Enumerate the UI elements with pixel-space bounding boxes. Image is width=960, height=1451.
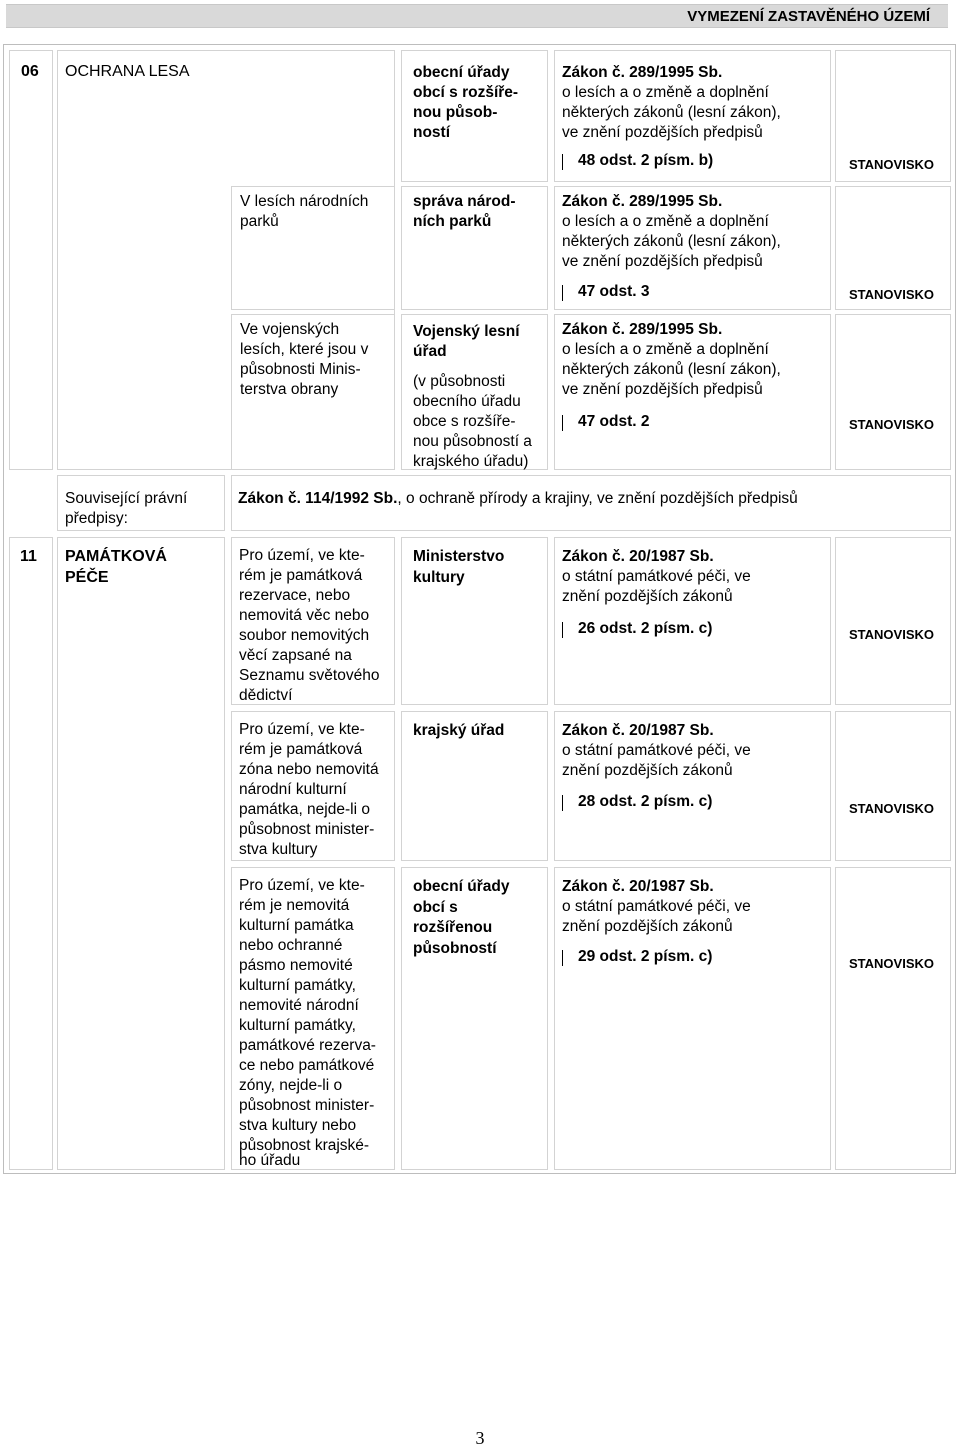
law-title: Zákon č. 289/1995 Sb.	[562, 321, 723, 338]
law-desc: znění pozdějších zákonů	[562, 588, 733, 605]
area-line: ce nebo památkové	[239, 1057, 375, 1074]
opinion-type: STANOVISKO	[849, 627, 934, 642]
law-desc: o státní památkové péči, ve	[562, 898, 751, 915]
law-desc: znění pozdějších zákonů	[562, 918, 733, 935]
area-line: rém je památková	[239, 567, 363, 584]
area-line: kulturní památky,	[239, 977, 356, 994]
authority-note: (v působnosti	[413, 373, 506, 390]
opinion-cell	[835, 711, 951, 861]
paragraph-ref: 47 odst. 2	[562, 413, 650, 431]
law-desc: ve znění pozdějších předpisů	[562, 124, 763, 141]
area-line: V lesích národních	[240, 193, 369, 210]
law-title: Zákon č. 20/1987 Sb.	[562, 548, 714, 565]
authority-line: krajský úřad	[413, 722, 505, 739]
section-name: PAMÁTKOVÁ	[65, 548, 167, 565]
area-line: památkové rezerva-	[239, 1037, 376, 1054]
related-law-title: Zákon č. 114/1992 Sb.	[238, 490, 398, 507]
authority-note: obce s rozšíře-	[413, 413, 516, 430]
area-line: Seznamu světového	[239, 667, 380, 684]
law-desc: ve znění pozdějších předpisů	[562, 381, 763, 398]
law-desc: o lesích a o změně a doplnění	[562, 84, 769, 101]
law-title: Zákon č. 20/1987 Sb.	[562, 722, 714, 739]
authority-line: ních parků	[413, 213, 492, 230]
paragraph-ref: 29 odst. 2 písm. c)	[562, 948, 712, 966]
section-number: 11	[20, 548, 37, 565]
opinion-cell	[835, 537, 951, 705]
area-line: parků	[240, 213, 279, 230]
related-label: Související právní	[65, 490, 188, 507]
authority-line: obcí s	[413, 899, 458, 916]
related-label: předpisy:	[65, 510, 128, 527]
page-number: 3	[475, 1428, 485, 1448]
area-line: Ve vojenských	[240, 321, 340, 338]
area-line: nebo ochranné	[239, 937, 343, 954]
opinion-type: STANOVISKO	[849, 801, 934, 816]
section-name-cell	[57, 537, 225, 1170]
area-line: památka, nejde-li o	[239, 801, 370, 818]
law-desc: o lesích a o změně a doplnění	[562, 213, 769, 230]
law-desc: znění pozdějších zákonů	[562, 762, 733, 779]
area-line: terstva obrany	[240, 381, 339, 398]
opinion-type: STANOVISKO	[849, 287, 934, 302]
area-line: působnost krajské-	[239, 1137, 370, 1154]
area-line: nemovité národní	[239, 997, 359, 1014]
area-line: rém je nemovitá	[239, 897, 350, 914]
section-number-cell	[9, 537, 53, 1170]
authority-line: obecní úřady	[413, 64, 510, 81]
area-line: soubor nemovitých	[239, 627, 370, 644]
opinion-type: STANOVISKO	[849, 417, 934, 432]
area-line: lesích, které jsou v	[240, 341, 369, 358]
authority-note: obecního úřadu	[413, 393, 521, 410]
area-line: stva kultury	[239, 841, 318, 858]
authority-line: Ministerstvo	[413, 548, 505, 565]
law-desc: ve znění pozdějších předpisů	[562, 253, 763, 270]
law-title: Zákon č. 289/1995 Sb.	[562, 64, 723, 81]
law-desc: některých zákonů (lesní zákon),	[562, 104, 781, 121]
opinion-cell	[835, 867, 951, 1170]
authority-line: obecní úřady	[413, 878, 510, 895]
area-line: dědictví	[239, 687, 293, 704]
area-line: rém je památková	[239, 741, 363, 758]
section-name: PÉČE	[65, 569, 109, 586]
authority-line: kultury	[413, 569, 465, 586]
law-desc: některých zákonů (lesní zákon),	[562, 233, 781, 250]
authority-line: ností	[413, 124, 451, 141]
area-line: Pro území, ve kte-	[239, 547, 365, 564]
law-desc: o lesích a o změně a doplnění	[562, 341, 769, 358]
section-name: OCHRANA LESA	[65, 63, 190, 80]
paragraph-ref: 48 odst. 2 písm. b)	[562, 152, 713, 170]
area-line: pásmo nemovité	[239, 957, 353, 974]
area-line: stva kultury nebo	[239, 1117, 357, 1134]
area-line: Pro území, ve kte-	[239, 877, 365, 894]
area-line: ho úřadu	[239, 1152, 301, 1169]
opinion-type: STANOVISKO	[849, 956, 934, 971]
page-title: VYMEZENÍ ZASTAVĚNÉHO ÚZEMÍ	[687, 8, 930, 25]
area-line: působnost minister-	[239, 821, 375, 838]
authority-line: rozšířenou	[413, 919, 493, 936]
area-line: rezervace, nebo	[239, 587, 351, 604]
law-desc: některých zákonů (lesní zákon),	[562, 361, 781, 378]
section-number: 06	[21, 63, 39, 80]
opinion-cell	[835, 314, 951, 470]
area-line: působnosti Minis-	[240, 361, 361, 378]
area-line: Pro území, ve kte-	[239, 721, 365, 738]
area-line: věcí zapsané na	[239, 647, 352, 664]
header-bar	[6, 4, 948, 28]
authority-line: nou působ-	[413, 104, 498, 121]
related-law	[238, 489, 798, 509]
authority-line: obcí s rozšíře-	[413, 84, 519, 101]
authority-line: působností	[413, 940, 497, 957]
area-line: zóny, nejde-li o	[239, 1077, 343, 1094]
law-title: Zákon č. 20/1987 Sb.	[562, 878, 714, 895]
opinion-type: STANOVISKO	[849, 157, 934, 172]
area-line: kulturní památka	[239, 917, 354, 934]
law-desc: o státní památkové péči, ve	[562, 568, 751, 585]
paragraph-ref: 26 odst. 2 písm. c)	[562, 620, 712, 638]
authority-note: krajského úřadu)	[413, 453, 529, 470]
paragraph-ref: 28 odst. 2 písm. c)	[562, 793, 712, 811]
area-line: národní kulturní	[239, 781, 347, 798]
authority-line: úřad	[413, 343, 447, 360]
area-line: nemovitá věc nebo	[239, 607, 370, 624]
law-title: Zákon č. 289/1995 Sb.	[562, 193, 723, 210]
authority-note: nou působností a	[413, 433, 532, 450]
authority-line: správa národ-	[413, 193, 516, 210]
related-law-desc: , o ochraně přírody a krajiny, ve znění pozdějších předpisů	[397, 490, 798, 507]
authority-line: Vojenský lesní	[413, 323, 520, 340]
area-line: kulturní památky,	[239, 1017, 356, 1034]
paragraph-ref: 47 odst. 3	[562, 283, 650, 301]
section-number-cell	[9, 50, 53, 470]
area-line: působnost minister-	[239, 1097, 375, 1114]
area-line: zóna nebo nemovitá	[239, 761, 379, 778]
law-desc: o státní památkové péči, ve	[562, 742, 751, 759]
